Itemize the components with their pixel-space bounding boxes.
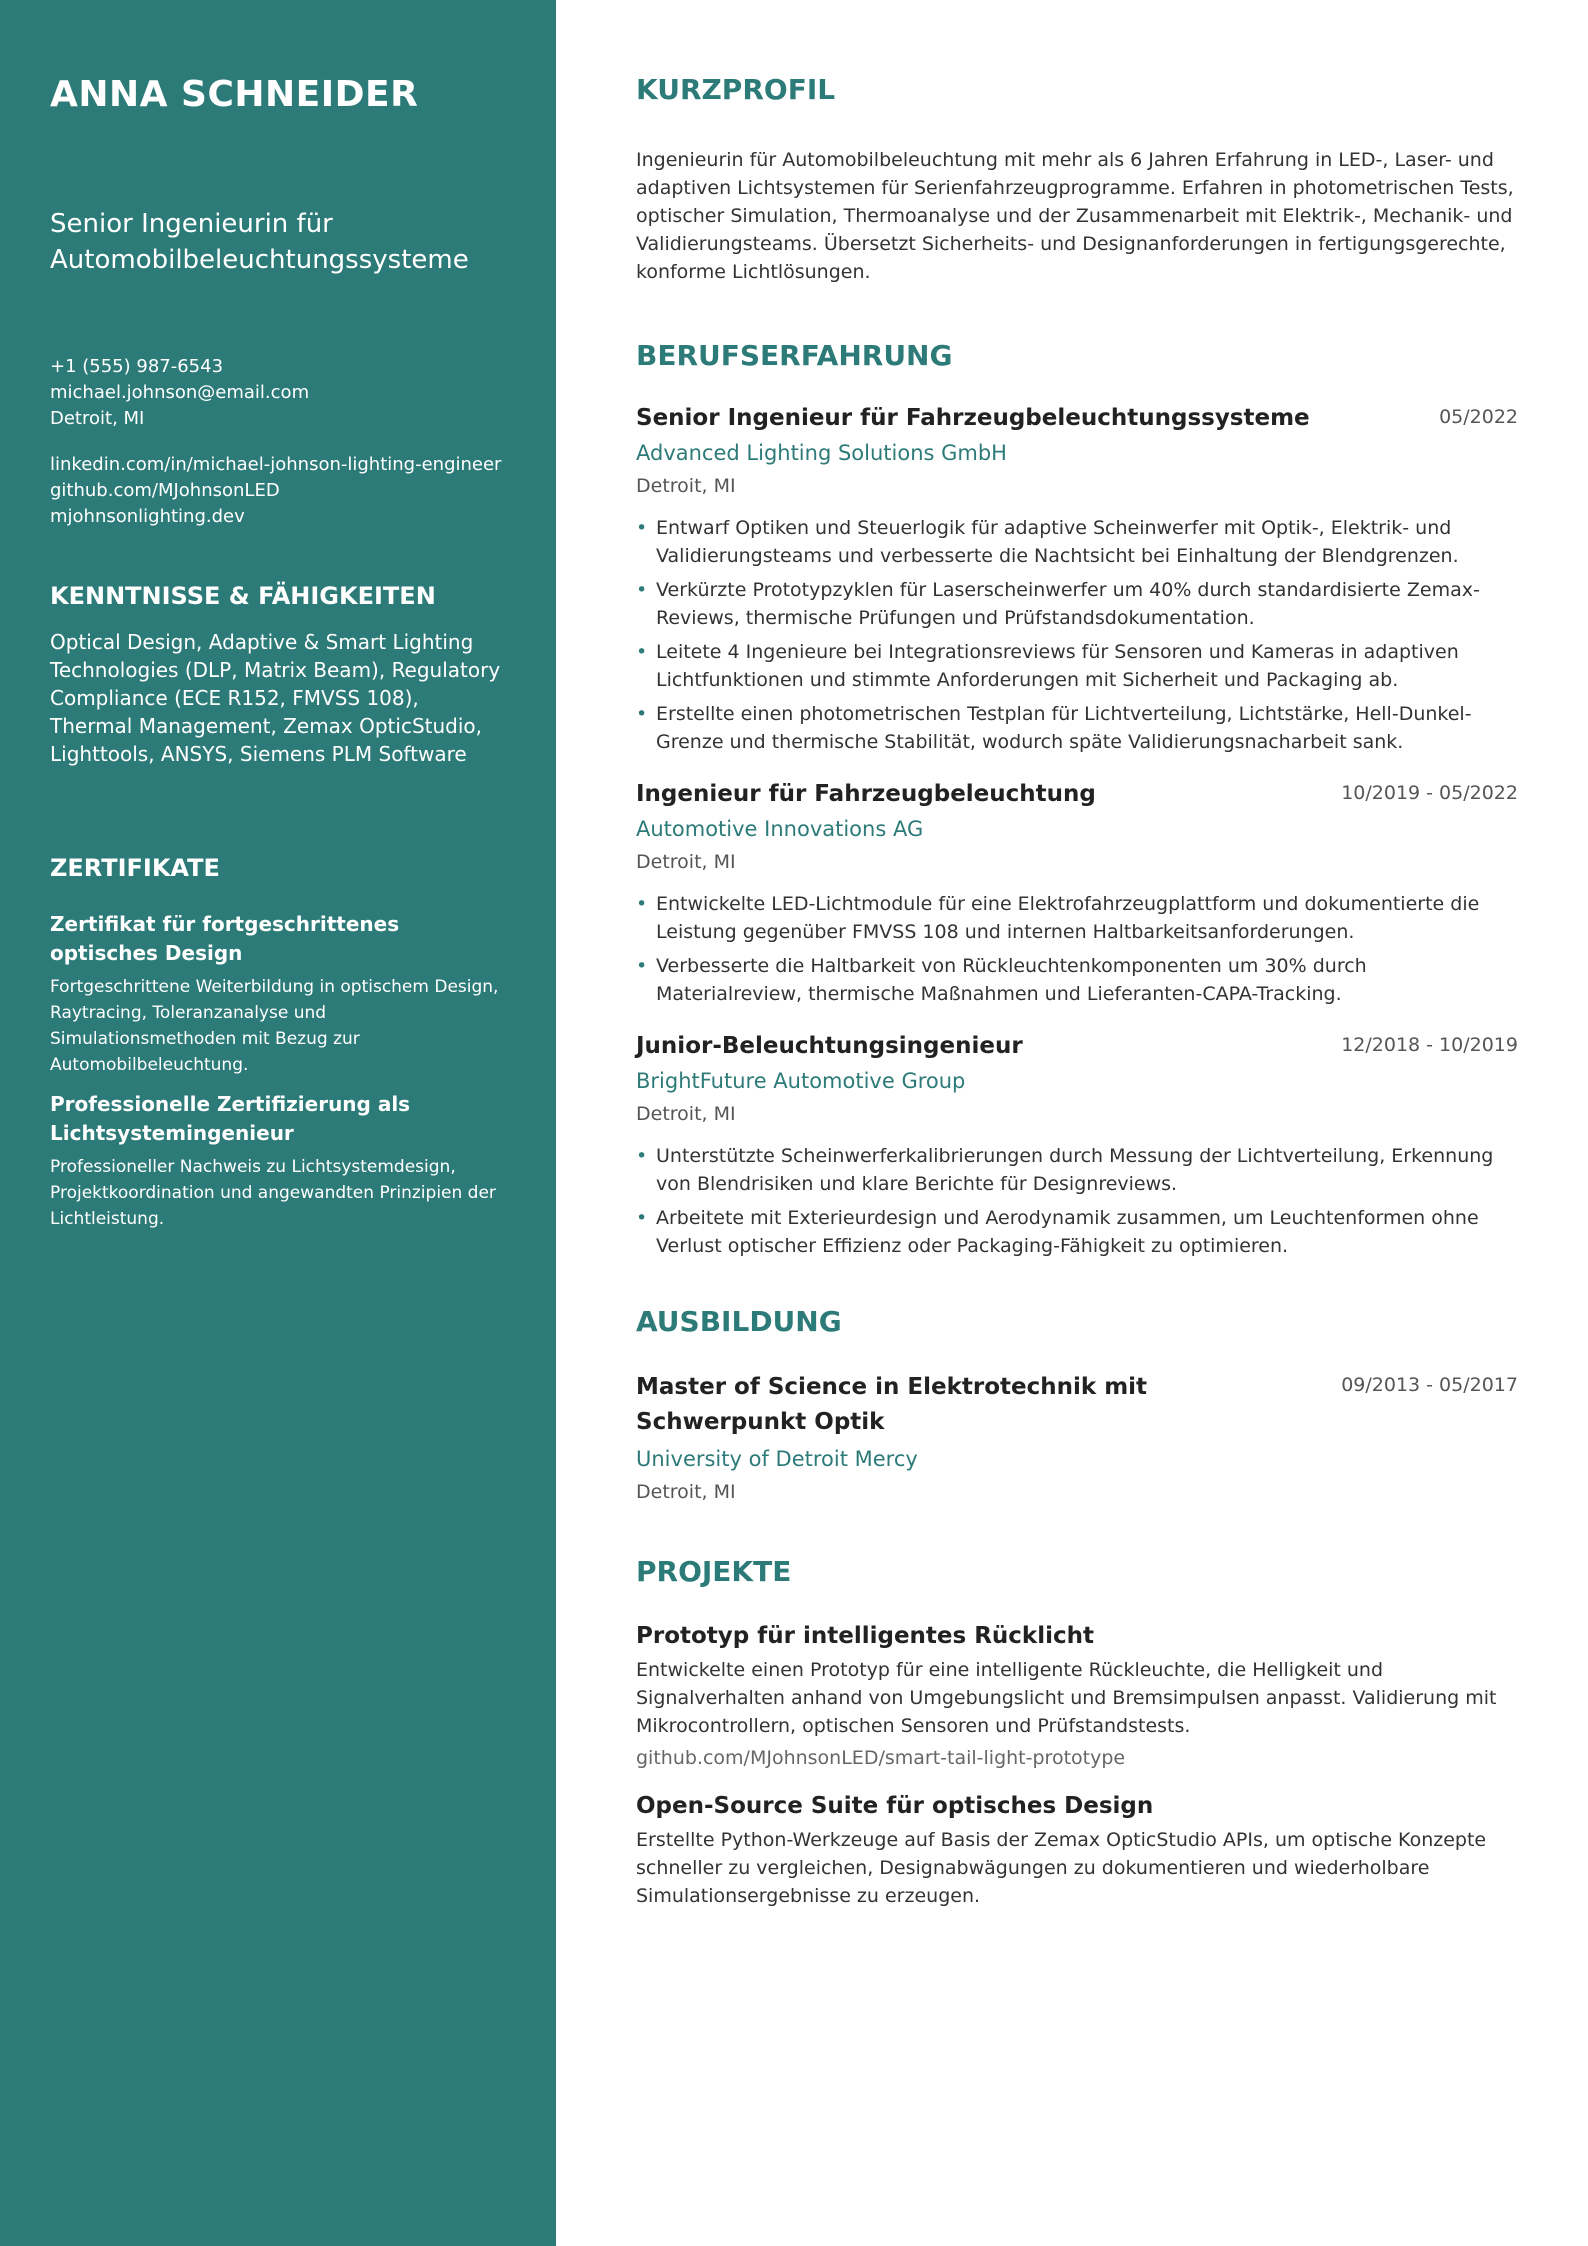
bullet-item: • Erstellte einen photometrischen Testplan für Lichtverteilung, Lichtstärke, Hell-Dunkel-Grenze und thermische Stabilität, wodurch späte Validierungsnacharbeit sank. [636, 700, 1518, 756]
bullet-item: • Leitete 4 Ingenieure bei Integrationsreviews für Sensoren und Kameras in adaptiven Lichtfunktionen und stimmte Anforderungen mit Sicherheit und Packaging ab. [636, 638, 1518, 694]
bullet-icon: • [636, 703, 648, 725]
bullet-icon: • [636, 641, 648, 663]
school-name: University of Detroit Mercy [636, 1447, 918, 1471]
skills-text: Optical Design, Adaptive & Smart Lighting Technologies (DLP, Matrix Beam), Regulatory Compliance (ECE R152, FMVSS 108), Thermal Management, Zemax OpticStudio, Lighttools, ANSYS, Siemens PLM Software [50, 630, 501, 766]
experience-heading: BERUFSERFAHRUNG [636, 339, 953, 372]
job-location: Detroit, MI [636, 475, 736, 497]
job-entry [636, 778, 1518, 1008]
bullet-icon: • [636, 517, 648, 539]
bullet-icon: • [636, 893, 648, 915]
job-bullets [636, 514, 1518, 756]
summary-heading: KURZPROFIL [636, 73, 836, 106]
bullet-item: • Verkürzte Prototypzyklen für Laserscheinwerfer um 40% durch standardisierte Zemax-Reviews, thermische Prüfungen und Prüfstandsdokumentation. [636, 576, 1518, 632]
degree-title: Master of Science in Elektrotechnik mit Schwerpunkt Optik [636, 1374, 1148, 1435]
certificate-item [50, 910, 506, 1078]
bullet-icon: • [636, 579, 648, 601]
job-location: Detroit, MI [636, 1103, 736, 1125]
sidebar [0, 0, 556, 2246]
certificate-title: Zertifikat für fortgeschrittenes optisches Design [50, 912, 400, 965]
main-content [556, 0, 1588, 2246]
company-name: BrightFuture Automotive Group [636, 1069, 966, 1093]
bullet-item: • Arbeitete mit Exterieurdesign und Aerodynamik zusammen, um Leuchtenformen ohne Verlust optischer Effizienz oder Packaging-Fähigkeit zu optimieren. [636, 1204, 1518, 1260]
bullet-item: • Entwarf Optiken und Steuerlogik für adaptive Scheinwerfer mit Optik-, Elektrik- und Validierungsteams und verbesserte die Nachtsicht bei Einhaltung der Blendgrenzen. [636, 514, 1518, 570]
candidate-name: ANNA SCHNEIDER [50, 74, 419, 115]
summary-text: Ingenieurin für Automobilbeleuchtung mit mehr als 6 Jahren Erfahrung in LED-, Laser- und adaptiven Lichtsystemen für Serienfahrzeugprogramme. Erfahren in photometrischen Tests, optischer Simulation, Thermoanalyse und der Zusammenarbeit mit Elektrik-, Mechanik- und Validierungsteams. Übersetzt Sicherheits- und Designanforderungen in fertigungsgerechte, konforme Lichtlösungen. [636, 149, 1514, 283]
job-entry [636, 1030, 1518, 1260]
education-date: 09/2013 - 05/2017 [1341, 1374, 1518, 1396]
job-bullets [636, 890, 1518, 1008]
company-name: Advanced Lighting Solutions GmbH [636, 441, 1007, 465]
education-entry [636, 1370, 1518, 1506]
bullet-item: • Unterstützte Scheinwerferkalibrierungen durch Messung der Lichtverteilung, Erkennung von Blendrisiken und klare Berichte für Designreviews. [636, 1142, 1518, 1198]
bullet-icon: • [636, 1207, 648, 1229]
linkedin-link[interactable]: linkedin.com/in/michael-johnson-lighting-engineer [50, 454, 502, 475]
job-date: 10/2019 - 05/2022 [1341, 782, 1518, 804]
job-title: Junior-Beleuchtungsingenieur [636, 1033, 1023, 1059]
job-title: Ingenieur für Fahrzeugbeleuchtung [636, 781, 1096, 807]
project-entry [636, 1790, 1518, 1910]
phone-number: +1 (555) 987-6543 [50, 356, 224, 377]
skills-heading: KENNTNISSE & FÄHIGKEITEN [50, 582, 436, 610]
bullet-icon: • [636, 955, 648, 977]
projects-heading: PROJEKTE [636, 1555, 792, 1588]
certificate-item [50, 1090, 506, 1232]
certificates-heading: ZERTIFIKATE [50, 854, 220, 882]
project-title: Open-Source Suite für optisches Design [636, 1793, 1154, 1819]
company-name: Automotive Innovations AG [636, 817, 924, 841]
project-link[interactable]: github.com/MJohnsonLED/smart-tail-light-prototype [636, 1747, 1126, 1769]
certificate-description: Fortgeschrittene Weiterbildung in optischem Design, Raytracing, Toleranzanalyse und Simulationsmethoden mit Bezug zur Automobilbeleuchtung. [50, 977, 499, 1075]
education-heading: AUSBILDUNG [636, 1305, 842, 1338]
links-block [50, 452, 506, 530]
job-entry [636, 402, 1518, 756]
job-location: Detroit, MI [636, 851, 736, 873]
certificate-description: Professioneller Nachweis zu Lichtsystemdesign, Projektkoordination und angewandten Prinzipien der Lichtleistung. [50, 1157, 496, 1229]
bullet-item: • Entwickelte LED-Lichtmodule für eine Elektrofahrzeugplattform und dokumentierte die Leistung gegenüber FMVSS 108 und internen Haltbarkeitsanforderungen. [636, 890, 1518, 946]
job-date: 12/2018 - 10/2019 [1341, 1034, 1518, 1056]
project-description: Erstellte Python-Werkzeuge auf Basis der Zemax OpticStudio APIs, um optische Konzepte schneller zu vergleichen, Designabwägungen zu dokumentieren und wiederholbare Simulationsergebnisse zu erzeugen. [636, 1829, 1487, 1907]
project-title: Prototyp für intelligentes Rücklicht [636, 1623, 1095, 1649]
certificate-title: Professionelle Zertifizierung als Lichtsystemingenieur [50, 1092, 411, 1145]
job-title: Senior Ingenieur für Fahrzeugbeleuchtungssysteme [636, 405, 1310, 431]
github-link[interactable]: github.com/MJohnsonLED [50, 480, 280, 501]
bullet-icon: • [636, 1145, 648, 1167]
candidate-role: Senior Ingenieurin für Automobilbeleuchtungssysteme [50, 209, 469, 275]
job-date: 05/2022 [1439, 406, 1518, 428]
school-location: Detroit, MI [636, 1481, 736, 1503]
project-description: Entwickelte einen Prototyp für eine intelligente Rückleuchte, die Helligkeit und Signalverhalten anhand von Umgebungslicht und Bremsimpulsen anpasst. Validierung mit Mikrocontrollern, optischen Sensoren und Prüfstandstests. [636, 1659, 1497, 1737]
contact-location: Detroit, MI [50, 408, 145, 429]
project-entry [636, 1620, 1518, 1772]
contact-block [50, 354, 506, 432]
bullet-item: • Verbesserte die Haltbarkeit von Rückleuchtenkomponenten um 30% durch Materialreview, thermische Maßnahmen und Lieferanten-CAPA-Tracking. [636, 952, 1518, 1008]
website-link[interactable]: mjohnsonlighting.dev [50, 506, 245, 527]
email-address[interactable]: michael.johnson@email.com [50, 382, 310, 403]
job-bullets [636, 1142, 1518, 1260]
